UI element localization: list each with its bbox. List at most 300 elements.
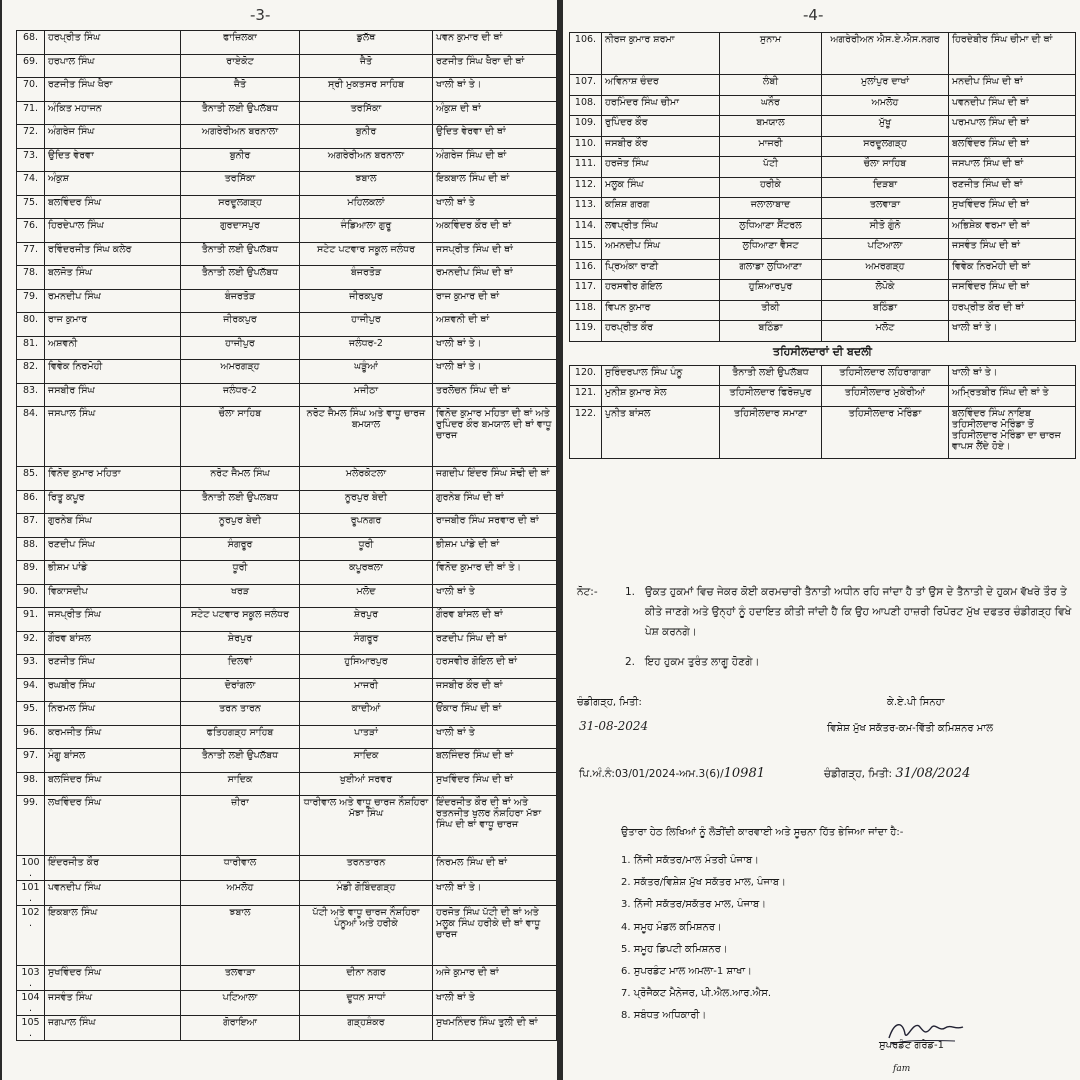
table-row: [17, 54, 557, 78]
page-number: -4-: [803, 6, 824, 24]
employee-name: ਭੀਸ਼ਮ ਪਾਂਡੇ: [45, 561, 181, 585]
current-posting: ਜ਼ੀਰਾ: [181, 796, 300, 856]
new-posting: ਨੂਰਪੁਰ ਬੇਦੀ: [300, 490, 433, 514]
remarks: ਅਸ਼ਵਨੀ ਦੀ ਥਾਂ: [433, 313, 557, 337]
current-posting: ਸਾਦਿਕ: [181, 772, 300, 796]
table-row: [570, 136, 1076, 157]
table-row: [17, 966, 557, 991]
table-row: [17, 561, 557, 585]
serial-number: 98.: [17, 772, 45, 796]
remarks: ਬਲਵਿੰਦਰ ਸਿੰਘ ਨਾਇਬ ਤਹਿਸੀਲਦਾਰ ਮੋਰਿੰਡਾ ਤੋਂ ਤਹਿਸੀਲਦਾਰ ਮੋਰਿੰਡਾ ਦਾ ਚਾਰਜ ਵਾਪਸ ਲੈਂਦੇ ਹੋਏ।: [949, 406, 1076, 458]
current-posting: ਚੌਲਾ ਸਾਹਿਬ: [181, 407, 300, 467]
remarks: ਵਿਨੋਦ ਕੁਮਾਰ ਮਹਿਤਾ ਦੀ ਥਾਂ ਅਤੇ ਰੁਪਿੰਦਰ ਕੌਰ ਬਮਯਾਲ ਦੀ ਥਾਂ ਵਾਧੂ ਚਾਰਜ: [433, 407, 557, 467]
serial-number: 112.: [570, 177, 602, 198]
table-row: [17, 490, 557, 514]
employee-name: ਰਣਜੀਤ ਸਿੰਘ: [45, 655, 181, 679]
serial-number: 74.: [17, 172, 45, 196]
table-row: [17, 195, 557, 219]
serial-number: 75.: [17, 195, 45, 219]
remarks: ਖਾਲੀ ਥਾਂ ਤੇ।: [433, 881, 557, 906]
employee-name: ਵਿਪਨ ਕੁਮਾਰ: [602, 300, 720, 321]
new-posting: ਤਹਿਸੀਲਦਾਰ ਮੋਰਿੰਡਾ: [822, 406, 949, 458]
officer-name: ਕੇ.ਏ.ਪੀ ਸਿਨਹਾ: [887, 697, 945, 708]
remarks: ਅਮ੍ਰਿਤਬੀਰ ਸਿੰਘ ਦੀ ਥਾਂ ਤੇ: [949, 386, 1076, 407]
serial-number: 85.: [17, 467, 45, 491]
table-row: [570, 218, 1076, 239]
new-posting: ਖੁਈਆਂ ਸਰਵਰ: [300, 772, 433, 796]
current-posting: ਮਾਜਰੀ: [720, 136, 822, 157]
remarks: ਉਦਿਤ ਵੇਰਵਾ ਦੀ ਥਾਂ: [433, 125, 557, 149]
serial-number: 107.: [570, 75, 602, 96]
new-posting: ਮਹਿਲਕਲਾਂ: [300, 195, 433, 219]
table-row: [570, 177, 1076, 198]
current-posting: ਤੀਕੀ: [720, 300, 822, 321]
new-posting: ਜੀਰਕਪੁਰ: [300, 289, 433, 313]
serial-number: 96.: [17, 725, 45, 749]
remarks: ਇੰਦਰਜੀਤ ਕੌਰ ਦੀ ਥਾਂ ਅਤੇ ਰਤਨਜੀਤ ਖੁਲਰ ਨੌਸ਼ਹਿਰਾ ਮੱਝਾ ਸਿੰਘ ਦੀ ਥਾਂ ਵਾਧੂ ਚਾਰਜ: [433, 796, 557, 856]
table-row: [17, 1016, 557, 1041]
serial-number: 94.: [17, 678, 45, 702]
employee-name: ਜਸਵੰਤ ਸਿੰਘ: [45, 991, 181, 1016]
employee-name: ਹਰਪਾਲ ਸਿੰਘ: [45, 54, 181, 78]
new-posting: ਜਲੰਧਰ-2: [300, 336, 433, 360]
serial-number: 100.: [17, 856, 45, 881]
remarks: ਨਿਰਮਲ ਸਿੰਘ ਦੀ ਥਾਂ: [433, 856, 557, 881]
current-posting: ਅਮਰਗੜ੍ਹ: [181, 360, 300, 384]
page-left: [2, 0, 557, 1080]
new-posting: ਮੁੱਖੂ: [822, 116, 949, 137]
table-row: [17, 749, 557, 773]
copy-list-item: 3. ਨਿੱਜੀ ਸਕੱਤਰ/ਸਕੱਤਰ ਮਾਲ, ਪੰਜਾਬ।: [621, 899, 766, 911]
note-text: ਇਹ ਹੁਕਮ ਤੁਰੰਤ ਲਾਗੂ ਹੋਣਗੇ।: [645, 656, 760, 668]
table-row: [570, 406, 1076, 458]
current-posting: ਸ਼ੇਰਪੁਰ: [181, 631, 300, 655]
new-posting: ਧਾਰੀਵਾਲ ਅਤੇ ਵਾਧੂ ਚਾਰਜ ਨੌਸ਼ਹਿਰਾ ਮੱਝਾ ਸਿੰਘ: [300, 796, 433, 856]
table-row: [17, 702, 557, 726]
employee-name: ਪਵਨਦੀਪ ਸਿੰਘ: [45, 881, 181, 906]
remarks: ਸੁਖਵਿੰਦਰ ਸਿੰਘ ਦੀ ਥਾਂ: [949, 198, 1076, 219]
current-posting: ਪੱਟੀ: [720, 157, 822, 178]
current-posting: ਝਬਾਲ: [181, 906, 300, 966]
new-posting: ਅਗਰੇਰੀਅਨ ਬਰਨਾਲਾ: [300, 148, 433, 172]
table-row: [17, 313, 557, 337]
remarks: ਪਵਨ ਕੁਮਾਰ ਦੀ ਥਾਂ: [433, 31, 557, 55]
remarks: ਬਲਵਿੰਦਰ ਸਿੰਘ ਦੀ ਥਾਂ: [949, 136, 1076, 157]
new-posting: ਡੁਲੱਥ: [300, 31, 433, 55]
remarks: ਖਾਲੀ ਥਾਂ ਤੇ।: [433, 360, 557, 384]
current-posting: ਤੈਨਾਤੀ ਲਈ ਉਪਲੱਬਧ: [181, 266, 300, 290]
current-posting: ਅਮਲੋਹ: [181, 881, 300, 906]
employee-name: ਜਸਬੀਰ ਸਿੰਘ: [45, 383, 181, 407]
new-posting: ਦੀਨਾ ਨਗਰ: [300, 966, 433, 991]
remarks: ਤਰਲੋਚਨ ਸਿੰਘ ਦੀ ਥਾਂ: [433, 383, 557, 407]
table-row: [570, 280, 1076, 301]
table-row: [17, 856, 557, 881]
current-posting: ਫਾਜ਼ਿਲਕਾ: [181, 31, 300, 55]
copy-list-item: 7. ਪ੍ਰੋਜੈਕਟ ਮੈਨੇਜਰ, ਪੀ.ਐਲ.ਆਰ.ਐਸ.: [621, 988, 772, 1000]
table-row: [570, 33, 1076, 75]
remarks: ਖਾਲੀ ਥਾਂ ਤੇ।: [949, 321, 1076, 342]
table-row: [17, 101, 557, 125]
new-posting: ਮੰਡੀ ਗੋਬਿੰਦਗੜ੍ਹ: [300, 881, 433, 906]
employee-name: ਹਿਰਦੇਪਾਲ ਸਿੰਘ: [45, 219, 181, 243]
copy-list-item: 8. ਸਬੰਧਤ ਅਧਿਕਾਰੀ।: [621, 1010, 707, 1022]
table-row: [17, 125, 557, 149]
new-posting: ਸੰਗਰੂਰ: [300, 631, 433, 655]
remarks: ਗੌਰਵ ਬਾਂਸਲ ਦੀ ਥਾਂ: [433, 608, 557, 632]
section-heading-row: [570, 341, 1076, 365]
copy-list-item: 6. ਸੁਪਰਡੰਟ ਮਾਲ ਅਮਲਾ-1 ਸ਼ਾਖਾ।: [621, 966, 752, 978]
serial-number: 104.: [17, 991, 45, 1016]
employee-name: ਅੰਕਿਤ ਮਹਾਜਨ: [45, 101, 181, 125]
employee-name: ਲਖਵਿੰਦਰ ਸਿੰਘ: [45, 796, 181, 856]
remarks: ਹਰਜੋਤ ਸਿੰਘ ਪੱਟੀ ਦੀ ਥਾਂ ਅਤੇ ਮਲੂਕ ਸਿੰਘ ਹਰੀਕੇ ਦੀ ਥਾਂ ਵਾਧੂ ਚਾਰਜ: [433, 906, 557, 966]
table-row: [17, 881, 557, 906]
current-posting: ਸੁਨਾਮ: [720, 33, 822, 75]
current-posting: ਜਲਾਲਾਬਾਦ: [720, 198, 822, 219]
current-posting: ਜੈਤੋ: [181, 78, 300, 102]
remarks: ਖਾਲੀ ਥਾਂ ਤੇ: [433, 725, 557, 749]
copy-list-item: 2. ਸਕੱਤਰ/ਵਿਸ਼ੇਸ਼ ਮੁੱਖ ਸਕੱਤਰ ਮਾਲ, ਪੰਜਾਬ।: [621, 877, 786, 889]
table-row: [17, 78, 557, 102]
new-posting: ਨਰੋਟ ਜੈਮਲ ਸਿੰਘ ਅਤੇ ਵਾਧੂ ਚਾਰਜ ਬਮਯਾਲ: [300, 407, 433, 467]
serial-number: 117.: [570, 280, 602, 301]
employee-name: ਵਿਕਾਸਦੀਪ: [45, 584, 181, 608]
serial-number: 72.: [17, 125, 45, 149]
serial-number: 111.: [570, 157, 602, 178]
new-posting: ਅਮਰਗੜ੍ਹ: [822, 259, 949, 280]
remarks: ਓਂਕਾਰ ਸਿੰਘ ਦੀ ਥਾਂ: [433, 702, 557, 726]
employee-name: ਉਦਿਤ ਵੇਰਵਾ: [45, 148, 181, 172]
serial-number: 95.: [17, 702, 45, 726]
current-posting: ਤੈਨਾਤੀ ਲਈ ਉਪਲੱਬਧ: [181, 749, 300, 773]
employee-name: ਸੁਖਵਿੰਦਰ ਸਿੰਘ: [45, 966, 181, 991]
new-posting: ਅਮਲੋਹ: [822, 95, 949, 116]
table-row: [570, 365, 1076, 386]
remarks: ਹਰਸਵੀਰ ਗੋਇਲ ਦੀ ਥਾਂ: [433, 655, 557, 679]
current-posting: ਹੁਸ਼ਿਆਰਪੁਰ: [720, 280, 822, 301]
employee-name: ਰਘਬੀਰ ਸਿੰਘ: [45, 678, 181, 702]
new-posting: ਬਠਿੰਡਾ: [822, 300, 949, 321]
current-posting: ਨਰੋਟ ਜੈਮਲ ਸਿੰਘ: [181, 467, 300, 491]
current-posting: ਹਰੀਕੇ: [720, 177, 822, 198]
handwritten-initials: fam: [893, 1064, 911, 1074]
handwritten-date: 31/08/2024: [895, 766, 971, 781]
note-label: ਨੋਟ:-: [577, 586, 598, 598]
serial-number: 77.: [17, 242, 45, 266]
copy-list-item: 1. ਨਿੱਜੀ ਸਕੱਤਰ/ਮਾਲ ਮੰਤਰੀ ਪੰਜਾਬ।: [621, 855, 759, 866]
new-posting: ਧੂਰੀ: [300, 537, 433, 561]
employee-name: ਅਵਿਨਾਸ਼ ਚੰਦਰ: [602, 75, 720, 96]
place-date-label: ਚੰਡੀਗੜ੍ਹ, ਮਿਤੀ:: [577, 697, 642, 708]
new-posting: ਪਾਤੜਾਂ: [300, 725, 433, 749]
employee-name: ਹਰਜੋਤ ਸਿੰਘ: [602, 157, 720, 178]
serial-number: 79.: [17, 289, 45, 313]
current-posting: ਬੁਨੀਰ: [181, 148, 300, 172]
remarks: ਇਕਬਾਲ ਸਿੰਘ ਦੀ ਥਾਂ: [433, 172, 557, 196]
table-row: [570, 157, 1076, 178]
serial-number: 120.: [570, 365, 602, 386]
employee-name: ਮੰਗੂ ਬਾਂਸਲ: [45, 749, 181, 773]
current-posting: ਬਮਯਾਲ: [720, 116, 822, 137]
serial-number: 103.: [17, 966, 45, 991]
remarks: ਹਰਪ੍ਰੀਤ ਕੌਰ ਦੀ ਥਾਂ: [949, 300, 1076, 321]
employee-name: ਰਾਜ ਕੁਮਾਰ: [45, 313, 181, 337]
current-posting: ਫਤਿਹਗੜ੍ਹ ਸਾਹਿਬ: [181, 725, 300, 749]
serial-number: 121.: [570, 386, 602, 407]
serial-number: 122.: [570, 406, 602, 458]
table-row: [17, 655, 557, 679]
new-posting: ਸੀਤੋ ਗੁੰਨੋ: [822, 218, 949, 239]
table-row: [17, 991, 557, 1016]
transfer-table-left: [16, 30, 557, 1041]
remarks: ਖਾਲੀ ਥਾਂ ਤੇ।: [433, 78, 557, 102]
handwritten-date: 31-08-2024: [579, 719, 649, 733]
remarks: ਰਣਜੀਤ ਸਿੰਘ ਦੀ ਥਾਂ: [949, 177, 1076, 198]
new-posting: ਸਟੇਟ ਪਟਵਾਰ ਸਕੂਲ ਜਲੰਧਰ: [300, 242, 433, 266]
serial-number: 101.: [17, 881, 45, 906]
copy-list-item: 4. ਸਮੂਹ ਮੰਡਲ ਕਮਿਸ਼ਨਰ।: [621, 921, 722, 933]
table-row: [17, 172, 557, 196]
serial-number: 119.: [570, 321, 602, 342]
employee-name: ਜਸਪ੍ਰੀਤ ਸਿੰਘ: [45, 608, 181, 632]
serial-number: 70.: [17, 78, 45, 102]
new-posting: ਲੋਪੋਕੇ: [822, 280, 949, 301]
employee-name: ਰਣਦੀਪ ਸਿੰਘ: [45, 537, 181, 561]
serial-number: 82.: [17, 360, 45, 384]
new-posting: ਰੂਪਨਗਰ: [300, 514, 433, 538]
new-posting: ਮੁਲਾਂਪੁਰ ਦਾਖਾਂ: [822, 75, 949, 96]
serial-number: 83.: [17, 383, 45, 407]
remarks: ਮਨਦੀਪ ਸਿੰਘ ਦੀ ਥਾਂ: [949, 75, 1076, 96]
remarks: ਖਾਲੀ ਥਾਂ ਤੇ।: [433, 336, 557, 360]
current-posting: ਗੁਰਦਾਸਪੁਰ: [181, 219, 300, 243]
remarks: ਰਣਦੀਪ ਸਿੰਘ ਦੀ ਥਾਂ: [433, 631, 557, 655]
employee-name: ਅਮਨਦੀਪ ਸਿੰਘ: [602, 239, 720, 260]
table-row: [17, 31, 557, 55]
remarks: ਜਗਦੀਪ ਇੰਦਰ ਸਿੰਘ ਸੋਢੀ ਦੀ ਥਾਂ: [433, 467, 557, 491]
employee-name: ਬਲਜਿੰਦਰ ਸਿੰਘ: [45, 772, 181, 796]
employee-name: ਕਸ਼ਿਸ਼ ਗਰਗ: [602, 198, 720, 219]
new-posting: ਮਲੋਦ: [300, 584, 433, 608]
new-posting: ਸਾਦਿਕ: [300, 749, 433, 773]
new-posting: ਤਹਿਸੀਲਦਾਰ ਲਹਿਰਾਗਾਗਾ: [822, 365, 949, 386]
remarks: ਭੀਸ਼ਮ ਪਾਂਡੇ ਦੀ ਥਾਂ: [433, 537, 557, 561]
current-posting: ਰਾਏਕੋਟ: [181, 54, 300, 78]
current-posting: ਪਟਿਆਲਾ: [181, 991, 300, 1016]
remarks: ਖਾਲੀ ਥਾਂ ਤੇ: [433, 195, 557, 219]
new-posting: ਮਾਜਰੀ: [300, 678, 433, 702]
employee-name: ਲਵਪ੍ਰੀਤ ਸਿੰਘ: [602, 218, 720, 239]
remarks: ਅਜੇ ਕੁਮਾਰ ਦੀ ਥਾਂ: [433, 966, 557, 991]
table-row: [17, 148, 557, 172]
new-posting: ਤਲਵਾੜਾ: [822, 198, 949, 219]
table-row: [17, 383, 557, 407]
new-posting: ਹਾਜੀਪੁਰ: [300, 313, 433, 337]
serial-number: 106.: [570, 33, 602, 75]
table-row: [570, 300, 1076, 321]
new-posting: ਚੌਲਾ ਸਾਹਿਬ: [822, 157, 949, 178]
employee-name: ਵਿਨੋਦ ਕੁਮਾਰ ਮਹਿਤਾ: [45, 467, 181, 491]
copy-list-item: 5. ਸਮੂਹ ਡਿਪਟੀ ਕਮਿਸ਼ਨਰ।: [621, 943, 728, 955]
serial-number: 114.: [570, 218, 602, 239]
table-row: [17, 906, 557, 966]
new-posting: ਪਟਿਆਲਾ: [822, 239, 949, 260]
table-row: [17, 336, 557, 360]
serial-number: 110.: [570, 136, 602, 157]
remarks: ਖਾਲੀ ਥਾਂ ਤੇ: [433, 991, 557, 1016]
current-posting: ਤਹਿਸੀਲਦਾਰ ਸਮਾਣਾ: [720, 406, 822, 458]
remarks: ਪਰਮਪਾਲ ਸਿੰਘ ਦੀ ਥਾਂ: [949, 116, 1076, 137]
employee-name: ਰਿਤੂ ਕਪੂਰ: [45, 490, 181, 514]
note-text: ਉਕਤ ਹੁਕਮਾਂ ਵਿਚ ਜੇਕਰ ਕੋਈ ਕਰਮਚਾਰੀ ਤੈਨਾਤੀ ਅਧੀਨ ਰਹਿ ਜਾਂਦਾ ਹੈ ਤਾਂ ਉਸ ਦੇ ਤੈਨਾਤੀ ਦੇ ਹੁਕਮ ਵੱਖਰੇ ਤੌਰ ਤੇ ਕੀਤੇ ਜਾਣਗੇ ਅਤੇ ਉਨ੍ਹਾਂ ਨੂੰ ਹਦਾਇਤ ਕੀਤੀ ਜਾਂਦੀ ਹੈ ਕਿ ਉਹ ਆਪਣੀ ਹਾਜ਼ਰੀ ਰਿਪੋਰਟ ਮੁੱਖ ਦਫਤਰ ਚੰਡੀਗੜ੍ਹ ਵਿਖੇ ਪੇਸ਼ ਕਰਨਗੇ।: [645, 586, 1072, 638]
serial-number: 115.: [570, 239, 602, 260]
serial-number: 80.: [17, 313, 45, 337]
remarks: ਜਸਪਾਲ ਸਿੰਘ ਦੀ ਥਾਂ: [949, 157, 1076, 178]
remarks: ਬਲਜਿੰਦਰ ਸਿੰਘ ਦੀ ਥਾਂ: [433, 749, 557, 773]
current-posting: ਦੋਰਾਂਗਲਾ: [181, 678, 300, 702]
notes: [577, 582, 1077, 672]
remarks: ਖਾਲੀ ਥਾਂ ਤੇ।: [949, 365, 1076, 386]
current-posting: ਲੰਬੀ: [720, 75, 822, 96]
employee-name: ਰਣਜੀਤ ਸਿੰਘ ਖੈਰਾ: [45, 78, 181, 102]
table-row: [17, 796, 557, 856]
current-posting: ਤਲਵਾੜਾ: [181, 966, 300, 991]
current-posting: ਲੁਧਿਆਣਾ ਵੈਸਟ: [720, 239, 822, 260]
employee-name: ਗੌਰਵ ਬਾਂਸਲ: [45, 631, 181, 655]
new-posting: ਤਹਿਸੀਲਦਾਰ ਮੁਕੇਰੀਆਂ: [822, 386, 949, 407]
current-posting: ਬੰਜਰਤੋੜ: [181, 289, 300, 313]
current-posting: ਗੋਰਾਇਆ: [181, 1016, 300, 1041]
table-row: [570, 116, 1076, 137]
current-posting: ਨੂਰਪੁਰ ਬੇਦੀ: [181, 514, 300, 538]
table-row: [570, 321, 1076, 342]
employee-name: ਨਿਰਮਲ ਸਿੰਘ: [45, 702, 181, 726]
remarks: ਖਾਲੀ ਥਾਂ ਤੇ: [433, 584, 557, 608]
new-posting: ਮਜੀਠਾ: [300, 383, 433, 407]
serial-number: 97.: [17, 749, 45, 773]
employee-name: ਪ੍ਰਿਅੰਕਾ ਰਾਣੀ: [602, 259, 720, 280]
current-posting: ਸਟੇਟ ਪਟਵਾਰ ਸਕੂਲ ਜਲੰਧਰ: [181, 608, 300, 632]
employee-name: ਸੁਰਿੰਦਰਪਾਲ ਸਿੰਘ ਪੰਨੂ: [602, 365, 720, 386]
new-posting: ਮਲੇਰਕੋਟਲਾ: [300, 467, 433, 491]
remarks: ਰਮਨਦੀਪ ਸਿੰਘ ਦੀ ਥਾਂ: [433, 266, 557, 290]
table-row: [17, 242, 557, 266]
serial-number: 90.: [17, 584, 45, 608]
employee-name: ਹਰਮਿੰਦਰ ਸਿੰਘ ਚੀਮਾ: [602, 95, 720, 116]
table-row: [17, 537, 557, 561]
serial-number: 108.: [570, 95, 602, 116]
current-posting: ਤਹਿਸੀਲਦਾਰ ਫਿਰੋਜ਼ਪੁਰ: [720, 386, 822, 407]
remarks: ਰਣਜੀਤ ਸਿੰਘ ਖੈਰਾ ਦੀ ਥਾਂ: [433, 54, 557, 78]
serial-number: 102.: [17, 906, 45, 966]
table-row: [570, 239, 1076, 260]
current-posting: ਤੈਨਾਤੀ ਲਈ ਉਪਲਬਧ: [181, 490, 300, 514]
serial-number: 89.: [17, 561, 45, 585]
table-row: [17, 678, 557, 702]
officer-title: ਵਿਸ਼ੇਸ਼ ਮੁੱਖ ਸਕੱਤਰ-ਕਮ-ਵਿੱਤੀ ਕਮਿਸ਼ਨਰ ਮਾਲ: [827, 723, 993, 734]
employee-name: ਗੁਰਨੇਬ ਸਿੰਘ: [45, 514, 181, 538]
serial-number: 84.: [17, 407, 45, 467]
current-posting: ਤਰਨ ਤਾਰਨ: [181, 702, 300, 726]
serial-number: 81.: [17, 336, 45, 360]
new-posting: ਦੂਧਨ ਸਾਧਾਂ: [300, 991, 433, 1016]
employee-name: ਪੁਨੀਤ ਬਾਂਸਲ: [602, 406, 720, 458]
serial-number: 109.: [570, 116, 602, 137]
table-row: [17, 772, 557, 796]
remarks: ਜਸਵੰਤ ਸਿੰਘ ਦੀ ਥਾਂ: [949, 239, 1076, 260]
table-row: [570, 259, 1076, 280]
current-posting: ਘਨੌਰ: [720, 95, 822, 116]
serial-number: 73.: [17, 148, 45, 172]
new-posting: ਝਬਾਲ: [300, 172, 433, 196]
remarks: ਪਵਨਦੀਪ ਸਿੰਘ ਦੀ ਥਾਂ: [949, 95, 1076, 116]
new-posting: ਤਰਸਿੱਕਾ: [300, 101, 433, 125]
table-row: [570, 95, 1076, 116]
employee-name: ਵਿਵੇਕ ਨਿਰਮੋਹੀ: [45, 360, 181, 384]
employee-name: ਹਰਪ੍ਰੀਤ ਕੌਰ: [602, 321, 720, 342]
current-posting: ਸਰਦੂਲਗੜ੍ਹ: [181, 195, 300, 219]
employee-name: ਬਲਵਿੰਦਰ ਸਿੰਘ: [45, 195, 181, 219]
new-posting: ਸਰਦੂਲਗੜ੍ਹ: [822, 136, 949, 157]
current-posting: ਗਲਾਡਾ ਲੁਧਿਆਣਾ: [720, 259, 822, 280]
new-posting: ਹੁਸਿਆਰਪੁਰ: [300, 655, 433, 679]
employee-name: ਰਮਨਦੀਪ ਸਿੰਘ: [45, 289, 181, 313]
employee-name: ਹਰਸਵੀਰ ਗੋਇਲ: [602, 280, 720, 301]
serial-number: 91.: [17, 608, 45, 632]
new-posting: ਸ੍ਰੀ ਮੁਕਤਸਰ ਸਾਹਿਬ: [300, 78, 433, 102]
note-number: 2.: [624, 656, 636, 668]
current-posting: ਦਿਲਵਾਂ: [181, 655, 300, 679]
employee-name: ਅੰਗਰੇਜ ਸਿੰਘ: [45, 125, 181, 149]
new-posting: ਬੰਜਰਤੋੜ: [300, 266, 433, 290]
employee-name: ਜਸਪਾਲ ਸਿੰਘ: [45, 407, 181, 467]
employee-name: ਅੰਕੁਸ਼: [45, 172, 181, 196]
table-row: [17, 584, 557, 608]
serial-number: 93.: [17, 655, 45, 679]
serial-number: 113.: [570, 198, 602, 219]
remarks: ਰਾਜ ਕੁਮਾਰ ਦੀ ਥਾਂ: [433, 289, 557, 313]
table-row: [17, 360, 557, 384]
superintendent-designation: ਸੁਪਰਡੰਟ ਗਰੇਡ-1: [879, 1040, 945, 1051]
current-posting: ਤੈਨਾਤੀ ਲਈ ਉਪਲੱਬਧ: [720, 365, 822, 386]
current-posting: ਬਠਿੰਡਾ: [720, 321, 822, 342]
note-number: 1.: [624, 586, 636, 598]
employee-name: ਅਸ਼ਵਨੀ: [45, 336, 181, 360]
serial-number: 99.: [17, 796, 45, 856]
employee-name: ਇਕਬਾਲ ਸਿੰਘ: [45, 906, 181, 966]
serial-number: 78.: [17, 266, 45, 290]
serial-number: 92.: [17, 631, 45, 655]
remarks: ਅਭਿਸ਼ੇਕ ਵਰਮਾ ਦੀ ਥਾਂ: [949, 218, 1076, 239]
remarks: ਵਿਵੇਕ ਨਿਰਮੋਹੀ ਦੀ ਥਾਂ: [949, 259, 1076, 280]
new-posting: ਪੱਟੀ ਅਤੇ ਵਾਧੂ ਚਾਰਜ ਨੌਸ਼ਹਿਰਾ ਪੰਨੂਆਂ ਅਤੇ ਹਰੀਕੇ: [300, 906, 433, 966]
new-posting: ਤਰਨਤਾਰਨ: [300, 856, 433, 881]
page-right: [563, 0, 1080, 1080]
serial-number: 116.: [570, 259, 602, 280]
employee-name: ਮੁਨੀਸ਼ ਕੁਮਾਰ ਸੇਲ: [602, 386, 720, 407]
current-posting: ਜਲੰਧਰ-2: [181, 383, 300, 407]
endorsement-number: ਪਿ.ਅੰ.ਨੰ:03/01/2024-ਅਮ.3(6)/10981: [579, 766, 765, 781]
current-posting: ਧਾਰੀਵਾਲ: [181, 856, 300, 881]
serial-number: 118.: [570, 300, 602, 321]
new-posting: ਗੜ੍ਹਸ਼ੰਕਰ: [300, 1016, 433, 1041]
table-row: [570, 386, 1076, 407]
new-posting: ਕਾਦੀਆਂ: [300, 702, 433, 726]
section-heading: ਤਹਿਸੀਲਦਾਰਾਂ ਦੀ ਬਦਲੀ: [773, 344, 872, 358]
serial-number: 105.: [17, 1016, 45, 1041]
current-posting: ਤਰਸਿੱਕਾ: [181, 172, 300, 196]
